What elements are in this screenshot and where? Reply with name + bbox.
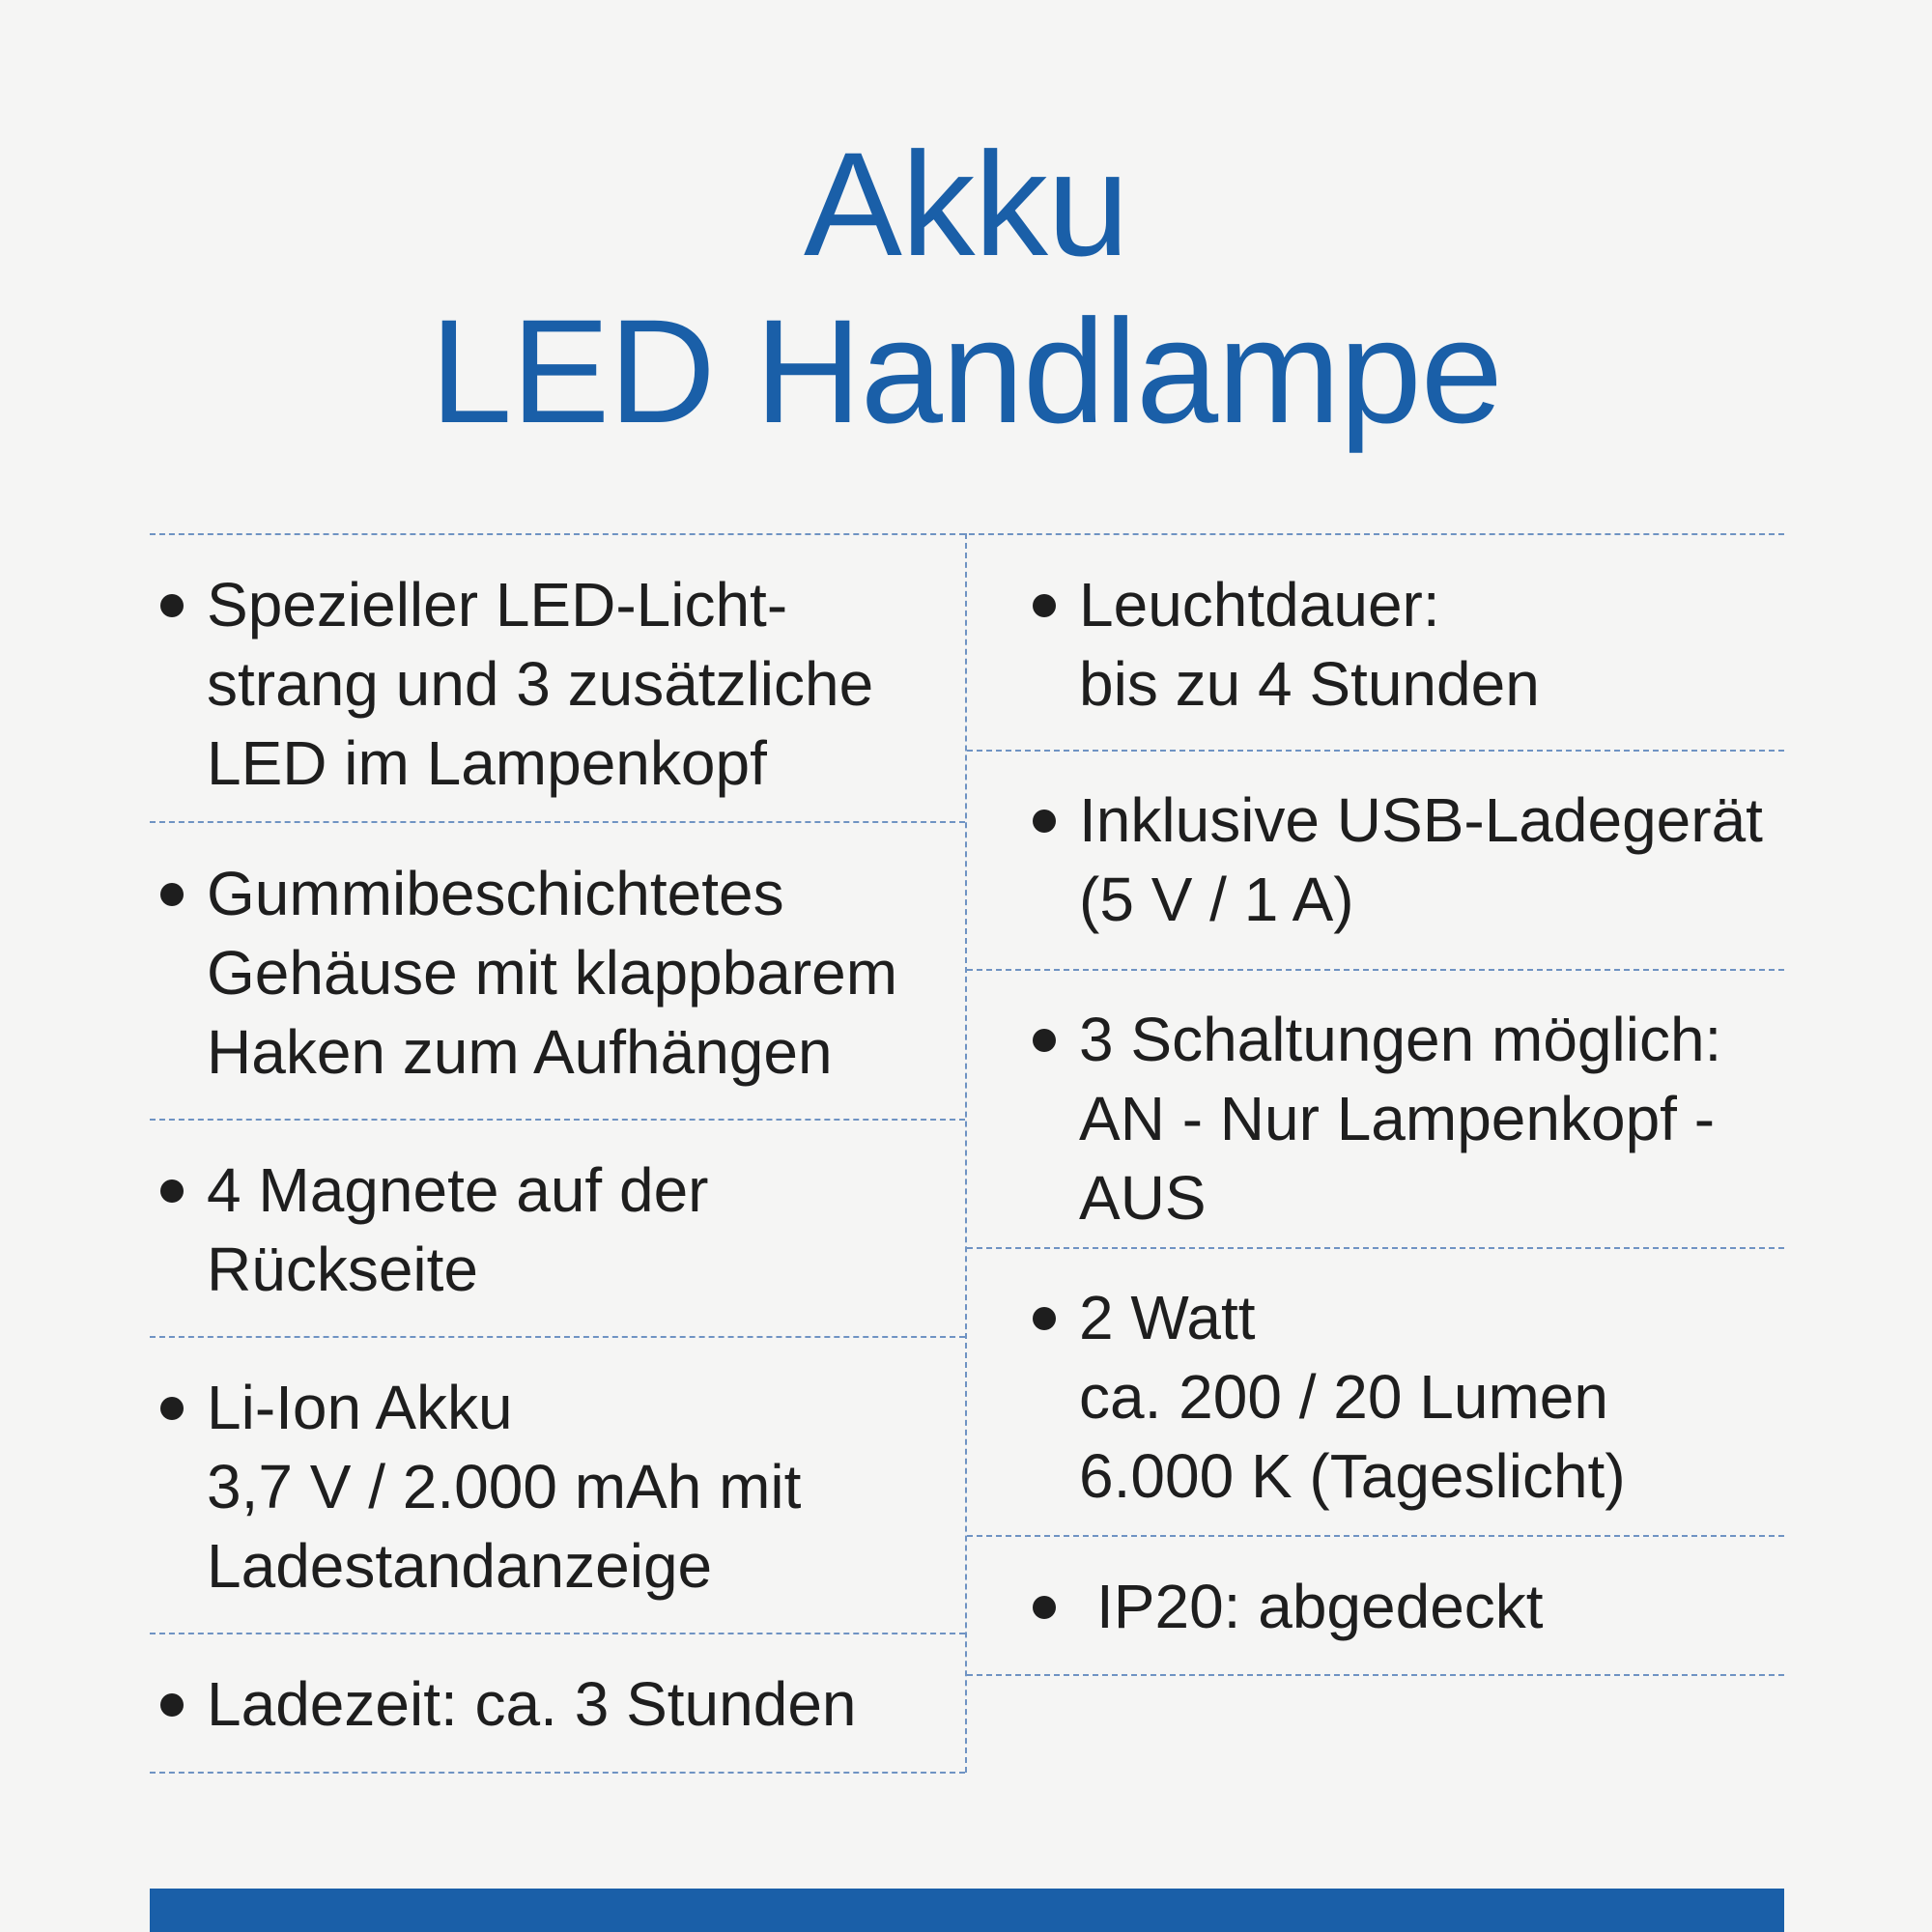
feature-line: LED im Lampenkopf <box>207 728 767 798</box>
feature-item-power <box>1079 1278 1626 1516</box>
column-divider <box>965 533 967 1773</box>
feature-line: Ladezeit: ca. 3 Stunden <box>207 1669 857 1739</box>
feature-line: Li-Ion Akku <box>207 1373 513 1442</box>
feature-line: ca. 200 / 20 Lumen <box>1079 1362 1608 1432</box>
feature-line: IP20: abgedeckt <box>1096 1572 1544 1641</box>
bullet-icon <box>1033 594 1056 617</box>
feature-item-usb-charger <box>1079 781 1763 939</box>
bottom-accent-bar <box>150 1889 1784 1932</box>
left-divider <box>150 1119 965 1121</box>
right-divider <box>967 1674 1784 1676</box>
left-divider <box>150 1633 965 1634</box>
left-divider <box>150 1336 965 1338</box>
feature-line: 4 Magnete auf der <box>207 1155 709 1225</box>
feature-item-battery <box>207 1368 801 1605</box>
feature-line: 2 Watt <box>1079 1283 1256 1352</box>
left-divider <box>150 533 1784 535</box>
feature-item-led-strip <box>207 565 873 803</box>
feature-line: 3 Schaltungen möglich: <box>1079 1005 1722 1074</box>
left-divider <box>150 821 965 823</box>
feature-item-protection <box>1096 1567 1544 1646</box>
feature-line: AN - Nur Lampenkopf - <box>1079 1084 1716 1153</box>
bullet-icon <box>1033 1596 1056 1619</box>
feature-line: Inklusive USB-Ladegerät <box>1079 785 1763 855</box>
title-line-1: Akku <box>803 122 1129 287</box>
feature-line: Gehäuse mit klappbarem <box>207 938 898 1008</box>
feature-line: strang und 3 zusätzliche <box>207 649 874 719</box>
right-divider <box>967 1535 1784 1537</box>
bullet-icon <box>160 883 184 906</box>
feature-line: 3,7 V / 2.000 mAh mit <box>207 1452 802 1521</box>
bullet-icon <box>1033 810 1056 833</box>
right-divider <box>967 750 1784 752</box>
bullet-icon <box>160 594 184 617</box>
feature-line: Leuchtdauer: <box>1079 570 1440 639</box>
bullet-icon <box>160 1179 184 1203</box>
feature-line: Haken zum Aufhängen <box>207 1017 833 1087</box>
title-line-2: LED Handlampe <box>430 289 1502 454</box>
feature-line: Ladestandanzeige <box>207 1531 713 1601</box>
feature-line: (5 V / 1 A) <box>1079 865 1354 934</box>
bullet-icon <box>1033 1029 1056 1052</box>
feature-item-magnets <box>207 1151 708 1309</box>
bullet-icon <box>160 1693 184 1717</box>
bullet-icon <box>160 1397 184 1420</box>
feature-item-switch-modes <box>1079 1000 1721 1237</box>
feature-item-housing <box>207 854 897 1092</box>
feature-line: AUS <box>1079 1163 1207 1233</box>
feature-item-charge-time <box>207 1664 857 1744</box>
right-divider <box>967 969 1784 971</box>
feature-line: Gummibeschichtetes <box>207 859 784 928</box>
bullet-icon <box>1033 1307 1056 1330</box>
right-divider <box>967 1247 1784 1249</box>
feature-line: Rückseite <box>207 1235 478 1304</box>
feature-line: Spezieller LED-Licht- <box>207 570 788 639</box>
feature-item-runtime <box>1079 565 1540 724</box>
feature-line: 6.000 K (Tageslicht) <box>1079 1441 1626 1511</box>
feature-line: bis zu 4 Stunden <box>1079 649 1540 719</box>
left-divider <box>150 1772 965 1774</box>
